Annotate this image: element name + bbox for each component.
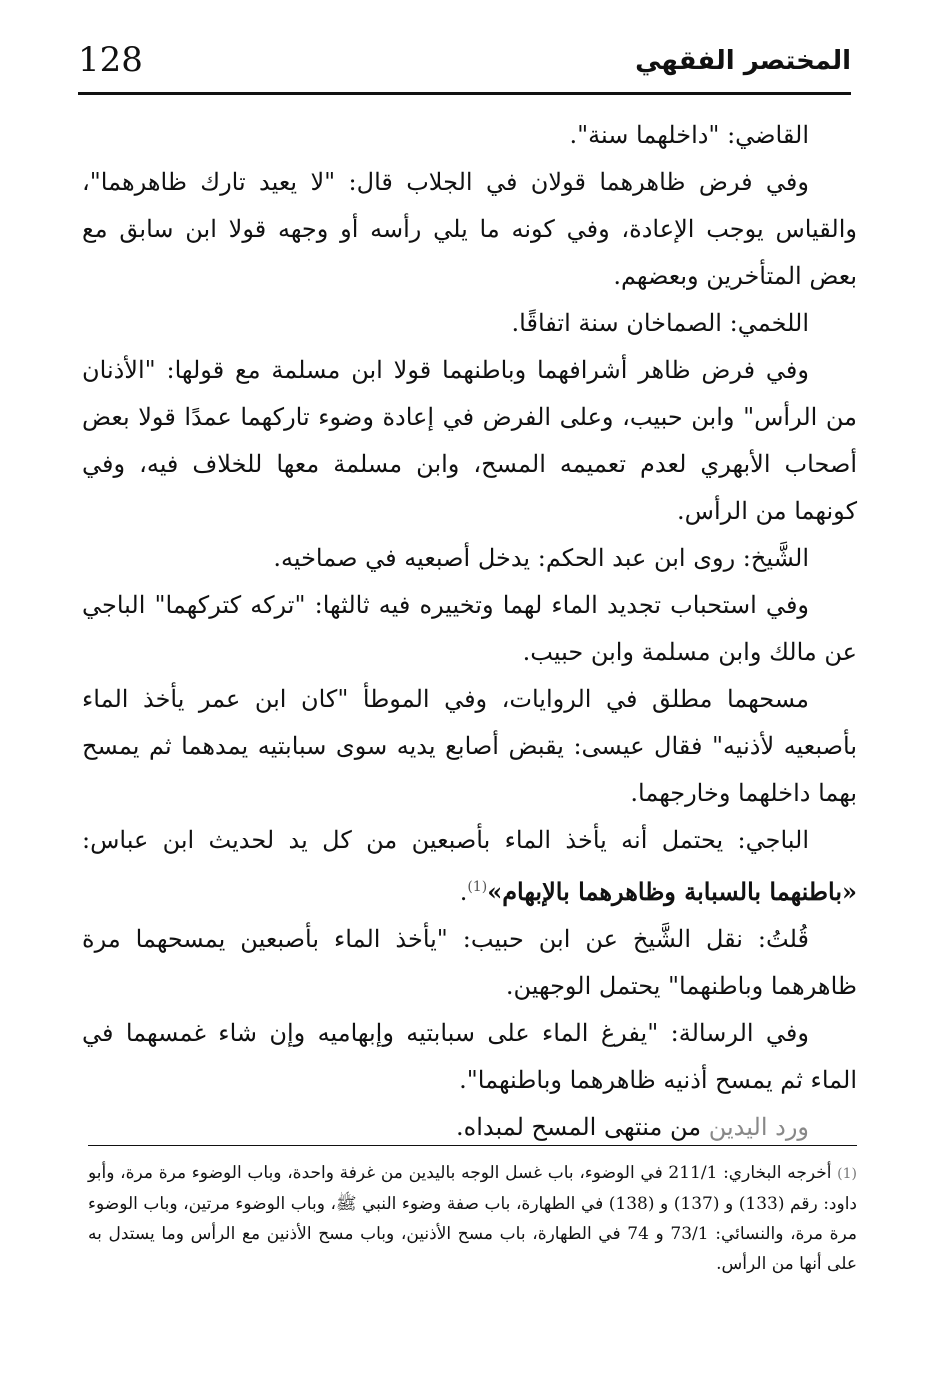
footnotes [88, 1158, 857, 1279]
paragraph: مسحهما مطلق في الروايات، وفي الموطأ "كان ابن عمر يأخذ الماء بأصبعيه لأذنيه" فقال عيسى: يقبض أصابع يديه سوى سبابتيه يمدهما ثم يمسح بهما داخلهما وخارجهما. [82, 685, 857, 807]
header-divider [78, 92, 851, 95]
faded-text: ورد اليدين [708, 1113, 809, 1141]
paragraph: الشَّيخ: روى ابن عبد الحكم: يدخل أصبعيه في صماخيه. [273, 544, 809, 572]
footnote-text: أخرجه البخاري: 211/1 في الوضوء، باب غسل الوجه باليدين من غرفة واحدة، وباب الوضوء مرة مرة، وأبو داود: رقم (133) و (137) و (138) في الطهارة، باب صفة وضوء النبي ﷺ، وباب الوضوء مرتين، وباب الوضوء مرة مرة، والنسائي: 73/1 و 74 في الطهارة، باب مسح الأذنين، وباب مسح الأذنين مع الرأس وما يستدل به على أنها من الرأس. [88, 1163, 857, 1274]
page-number: 128 [78, 40, 143, 80]
paragraph: اللخمي: الصماخان سنة اتفاقًا. [511, 309, 809, 337]
paragraph: وفي استحباب تجديد الماء لهما وتخييره فيه ثالثها: "تركه كتركهما" الباجي عن مالك وابن مسلمة وابن حبيب. [82, 591, 857, 666]
paragraph: وفي الرسالة: "يفرغ الماء على سبابتيه وإبهاميه وإن شاء غمسهما في الماء ثم يمسح أذنيه ظاهرهما وباطنهما". [82, 1019, 857, 1094]
paragraph-baji [82, 817, 857, 916]
footnote-reference[interactable]: (1) [467, 879, 488, 895]
footnote-marker: (1) [837, 1166, 858, 1182]
paragraph-end: . [459, 878, 468, 906]
hadith-quote: «باطنهما بالسبابة وظاهرهما بالإبهام» [487, 877, 857, 906]
paragraph-text: من منتهى المسح لمبداه. [456, 1113, 709, 1141]
paragraph: قُلتُ: نقل الشَّيخ عن ابن حبيب: "يأخذ الماء بأصبعين يمسحهما مرة ظاهرهما وباطنهما" يحتمل الوجهين. [82, 925, 857, 1000]
page-header [78, 40, 851, 96]
paragraph: وفي فرض ظاهر أشرافهما وباطنهما قولا ابن مسلمة مع قولها: "الأذنان من الرأس" وابن حبيب، وعلى الفرض في إعادة وضوء تاركهما عمدًا قولا بعض أصحاب الأبهري لعدم تعميمه المسح، وابن مسلمة معها للخلاف فيه، وفي كونهما من الرأس. [82, 356, 857, 525]
footnote-divider [88, 1145, 857, 1146]
paragraph-last [82, 1104, 857, 1151]
paragraph: وفي فرض ظاهرهما قولان في الجلاب قال: "لا يعيد تارك ظاهرهما"، والقياس يوجب الإعادة، وفي كونه ما يلي رأسه أو وجهه قولا ابن سابق مع بعض المتأخرين وبعضهم. [82, 168, 858, 290]
paragraph-text: الباجي: يحتمل أنه يأخذ الماء بأصبعين من كل يد لحديث ابن عباس: [82, 826, 809, 854]
main-text [82, 112, 857, 1151]
book-title: المختصر الفقهي [635, 46, 851, 76]
paragraph: القاضي: "داخلهما سنة". [569, 121, 809, 149]
